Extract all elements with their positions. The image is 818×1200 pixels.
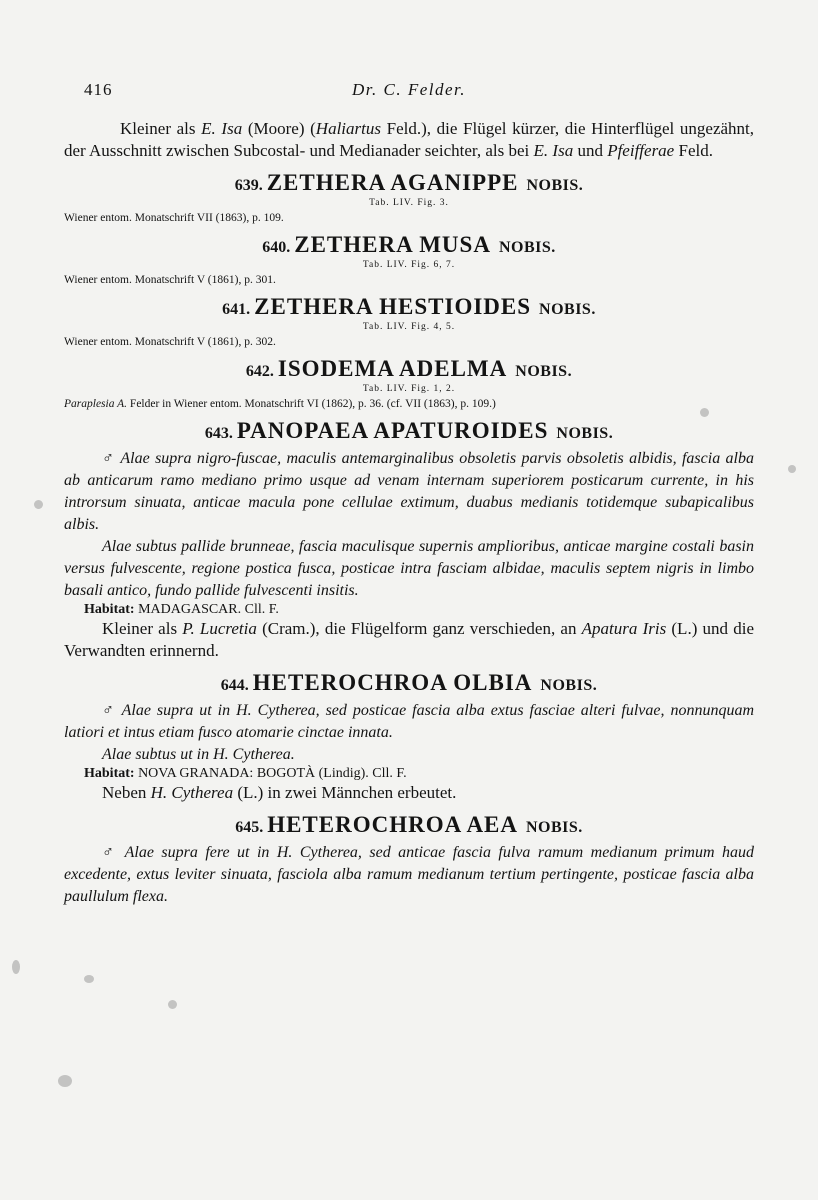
species-entry-639 [64,170,754,224]
species-entry-640 [64,232,754,286]
habitat-line: Habitat: MADAGASCAR. Cll. F. [84,602,279,617]
latin-description-upperside: ♂ Alae supra nigro-fuscae, maculis antemarginalibus obsoletis parvis obsoletis albidis, fascia alba ab anticarum ramo mediano primo usque ad venam internam superiorem posticarum currente, in his introrsum sinuata, anticae macula pone cellulae extimum, duabus medianis totidemque subapicalibus albis. [64,450,754,533]
species-entry-645 [64,812,754,908]
plate-reference: Tab. LIV. Fig. 3. [369,198,449,208]
literature-reference: Paraplesia A. Felder in Wiener entom. Monatschrift VI (1862), p. 36. (cf. VII (1863), p. 109.) [64,398,496,410]
species-heading: 640. ZETHERA MUSA NOBIS. [262,232,556,257]
literature-reference: Wiener entom. Monatschrift V (1861), p. 301. [64,274,276,286]
scan-speck [84,975,94,983]
page-number: 416 [84,80,113,99]
scan-speck [12,960,20,974]
plate-reference: Tab. LIV. Fig. 4, 5. [362,322,456,332]
species-entry-641 [64,294,754,348]
species-entry-642 [64,356,754,410]
species-entry-644 [64,670,754,804]
scan-speck [58,1075,72,1087]
scan-speck [168,1000,177,1009]
running-title: Dr. C. Felder. [351,80,467,99]
plate-reference: Tab. LIV. Fig. 6, 7. [362,260,456,270]
species-heading: 643. PANOPAEA APATUROIDES NOBIS. [204,418,614,443]
running-header [84,80,734,102]
literature-reference: Wiener entom. Monatschrift V (1861), p. 302. [64,336,276,348]
latin-description-underside: Alae subtus ut in H. Cytherea. [102,746,295,763]
scan-speck [700,408,709,417]
plate-reference: Tab. LIV. Fig. 1, 2. [362,384,456,394]
literature-reference: Wiener entom. Monatschrift VII (1863), p. 109. [64,212,284,224]
intro-paragraph: Kleiner als E. Isa (Moore) (Haliartus Feld.), die Flügel kürzer, die Hinterflügel ungezähnt, der Ausschnitt zwischen Subcostal- und Medianader seichter, als bei E. Isa und Pfeifferae Feld. [64,119,755,160]
species-heading: 641. ZETHERA HESTIOIDES NOBIS. [222,294,596,319]
scan-speck [34,500,43,509]
species-entry-643 [64,418,754,662]
species-heading: 644. HETEROCHROA OLBIA NOBIS. [220,670,598,695]
page-body [64,118,754,908]
latin-description-upperside: ♂ Alae supra fere ut in H. Cytherea, sed anticae fascia fulva ramum medianum primum haud excedente, extus leviter sinuata, fasciola alba ramum medianum tertium pertingente, posticae fascia alba paullulum flexa. [64,844,754,905]
scan-speck [788,465,796,473]
german-note: Neben H. Cytherea (L.) in zwei Männchen erbeutet. [102,783,457,802]
german-note: Kleiner als P. Lucretia (Cram.), die Flügelform ganz verschieden, an Apatura Iris (L.) und die Verwandten erinnernd. [64,619,755,660]
habitat-line: Habitat: NOVA GRANADA: BOGOTÀ (Lindig). Cll. F. [84,766,407,781]
latin-description-upperside: ♂ Alae supra ut in H. Cytherea, sed posticae fascia alba extus fasciae alteri fulvae, nonnunquam latiori et intus etiam fusco atomarie cinctae innata. [64,702,754,741]
species-heading: 642. ISODEMA ADELMA NOBIS. [245,356,573,381]
latin-description-underside: Alae subtus pallide brunneae, fascia maculisque supernis amplioribus, anticae margine costali basin versus fulvescente, regione postica fusca, posticae intra fasciam albidae, maculis septem nigris in limbo basali antico, fundo pallide fulvescenti insitis. [64,538,754,599]
species-heading: 645. HETEROCHROA AEA NOBIS. [235,812,583,837]
species-heading: 639. ZETHERA AGANIPPE NOBIS. [234,170,584,195]
